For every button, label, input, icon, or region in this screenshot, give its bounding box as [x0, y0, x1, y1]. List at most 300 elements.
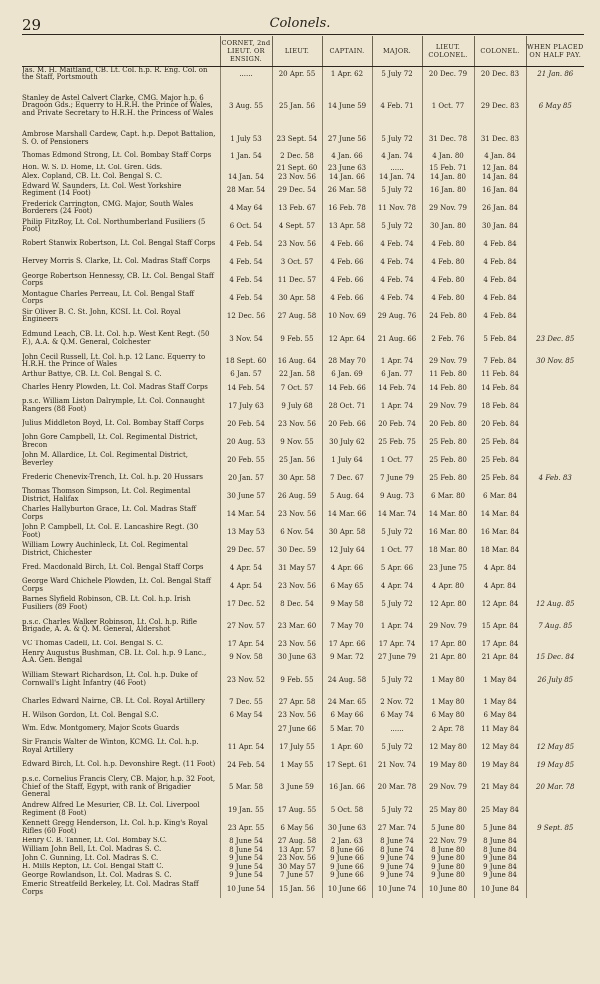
date-cell: 5 July 72 — [372, 666, 422, 693]
table-row — [22, 271, 584, 289]
date-cell: 4 Feb. 66 — [322, 235, 372, 253]
table-row — [22, 774, 584, 801]
table-row — [22, 307, 584, 325]
date-cell: 11 Feb. 80 — [422, 370, 474, 379]
date-cell: 21 May 84 — [474, 774, 526, 801]
date-cell: 14 Feb. 74 — [372, 379, 422, 397]
date-cell: 6 Jan. 57 — [220, 370, 272, 379]
date-cell: 11 Apr. 54 — [220, 738, 272, 756]
date-cell: 20 Feb. 54 — [220, 415, 272, 433]
table-row — [22, 648, 584, 666]
date-cell: 9 June 66 — [322, 863, 372, 872]
date-cell: 9 June 66 — [322, 871, 372, 880]
table-row — [22, 487, 584, 505]
table-row — [22, 433, 584, 451]
column-header: COLONEL. — [474, 36, 526, 67]
date-cell — [526, 289, 584, 307]
date-cell: 22 Nov. 79 — [422, 837, 474, 846]
page-number: 29 — [22, 16, 42, 34]
date-cell: 9 June 54 — [220, 854, 272, 863]
table-row — [22, 711, 584, 720]
table-row — [22, 181, 584, 199]
date-cell: 4 Apr. 54 — [220, 577, 272, 595]
date-cell: 25 May 80 — [422, 801, 474, 819]
date-cell: 14 Mar. 84 — [474, 505, 526, 523]
date-cell: 1 May 84 — [474, 693, 526, 711]
date-cell: 14 Feb. 54 — [220, 379, 272, 397]
date-cell: 13 Apr. 58 — [322, 217, 372, 235]
name-column-header — [22, 36, 220, 67]
date-cell: 9 June 74 — [372, 863, 422, 872]
date-cell: 21 Apr. 84 — [474, 648, 526, 666]
date-cell: 25 May 84 — [474, 801, 526, 819]
officer-name: John Gore Campbell, Lt. Col. Regimental District, Brecon — [22, 433, 198, 449]
date-cell: 14 Jan. 66 — [322, 172, 372, 181]
date-cell: 17 Apr. 54 — [220, 640, 272, 649]
officer-name: H. Wilson Gordon, Lt. Col. Bengal S.C. — [22, 711, 159, 719]
date-cell: 12 Apr. 80 — [422, 595, 474, 613]
date-cell: 30 June 57 — [220, 487, 272, 505]
date-cell: 17 Apr. 74 — [372, 640, 422, 649]
date-cell: 16 Aug. 64 — [272, 352, 322, 370]
date-cell: 6 May 54 — [220, 711, 272, 720]
officer-name: Kennett Gregg Henderson, Lt. Col. h.p. King's Royal Rifles (60 Foot) — [22, 819, 208, 835]
date-cell: 19 May 85 — [526, 756, 584, 774]
table-row — [22, 172, 584, 181]
date-cell: 1 May 80 — [422, 666, 474, 693]
date-cell: 17 Dec. 52 — [220, 595, 272, 613]
officer-name: Edward Birch, Lt. Col. h.p. Devonshire Regt. (11 Foot) — [22, 760, 216, 769]
date-cell: 7 Feb. 84 — [474, 352, 526, 370]
date-cell: 30 Nov. 85 — [526, 352, 584, 370]
date-cell: 28 Oct. 71 — [322, 397, 372, 415]
date-cell: 20 Jan. 57 — [220, 469, 272, 487]
date-cell: 4 Apr. 84 — [474, 559, 526, 577]
table-row — [22, 801, 584, 819]
date-cell: 30 Jan. 84 — [474, 217, 526, 235]
date-cell: 5 July 72 — [372, 801, 422, 819]
date-cell: 4 Jan. 84 — [474, 148, 526, 164]
date-cell: 10 June 74 — [372, 880, 422, 898]
date-cell: 17 July 55 — [272, 738, 322, 756]
date-cell: 10 June 80 — [422, 880, 474, 898]
date-cell: 14 Feb. 84 — [474, 379, 526, 397]
date-cell: 9 July 68 — [272, 397, 322, 415]
date-cell: 1 Oct. 77 — [372, 541, 422, 559]
date-cell: 1 July 64 — [322, 451, 372, 469]
date-cell: 5 Mar. 70 — [322, 720, 372, 738]
officer-name: Stanley de Astel Calvert Clarke, CMG. Major h.p. 6 Dragoon Gds.; Equerry to H.R.H. the Prince of Wales, and Private Secretary to H.R.H. the Princess of Wales — [22, 93, 214, 117]
date-cell — [526, 854, 584, 863]
date-cell: 8 June 84 — [474, 845, 526, 854]
date-cell: 5 July 72 — [372, 67, 422, 82]
date-cell: 5 July 72 — [372, 595, 422, 613]
colonels-table — [22, 36, 584, 898]
date-cell: 4 Jan. 66 — [322, 148, 372, 164]
officer-name: Alex. Copland, CB. Lt. Col. Bengal S. C. — [22, 172, 163, 180]
date-cell — [526, 415, 584, 433]
date-cell: 4 Apr. 80 — [422, 577, 474, 595]
officer-name: Montague Charles Perreau, Lt. Col. Bengal Staff Corps — [22, 289, 195, 305]
table-row — [22, 863, 584, 872]
date-cell: 4 Feb. 54 — [220, 235, 272, 253]
column-header: LIEUT. COLONEL. — [422, 36, 474, 67]
date-cell: 11 May 84 — [474, 720, 526, 738]
date-cell: 12 July 64 — [322, 541, 372, 559]
date-cell — [526, 523, 584, 541]
table-body — [22, 67, 584, 898]
date-cell: 4 Apr. 74 — [372, 577, 422, 595]
date-cell: 25 Feb. 80 — [422, 433, 474, 451]
officer-name: Arthur Battye, CB. Lt. Col. Bengal S. C. — [22, 370, 162, 378]
date-cell: 23 Nov. 52 — [220, 666, 272, 693]
date-cell: 16 Jan. 84 — [474, 181, 526, 199]
date-cell: 21 Nov. 74 — [372, 756, 422, 774]
date-cell: 4 Feb. 71 — [372, 82, 422, 130]
date-cell: 21 Sept. 60 — [272, 164, 322, 173]
date-cell: 20 Feb. 74 — [372, 415, 422, 433]
date-cell: 23 Nov. 56 — [272, 640, 322, 649]
column-header: WHEN PLACED ON HALF PAY. — [526, 36, 584, 67]
date-cell: 5 July 72 — [372, 217, 422, 235]
date-cell: 14 Mar. 54 — [220, 505, 272, 523]
date-cell: 7 June 79 — [372, 469, 422, 487]
date-cell — [526, 217, 584, 235]
date-cell: 6 May 56 — [272, 819, 322, 837]
date-cell: 4 Feb. 84 — [474, 307, 526, 325]
column-header: MAJOR. — [372, 36, 422, 67]
date-cell: 30 June 63 — [322, 819, 372, 837]
date-cell: 12 Apr. 84 — [474, 595, 526, 613]
date-cell: 25 Feb. 75 — [372, 433, 422, 451]
officer-name: Andrew Alfred Le Mesurier, CB. Lt. Col. Liverpool Regiment (8 Foot) — [22, 801, 200, 817]
date-cell: 10 June 66 — [322, 880, 372, 898]
date-cell: 8 June 54 — [220, 845, 272, 854]
date-cell: 1 May 80 — [422, 693, 474, 711]
table-row — [22, 666, 584, 693]
date-cell: 2 Jan. 63 — [322, 837, 372, 846]
date-cell: 24 Mar. 65 — [322, 693, 372, 711]
date-cell: 18 Mar. 84 — [474, 541, 526, 559]
date-cell: 9 Feb. 55 — [272, 325, 322, 352]
date-cell: 24 Feb. 80 — [422, 307, 474, 325]
date-cell — [526, 541, 584, 559]
date-cell: 26 Aug. 59 — [272, 487, 322, 505]
date-cell: 12 May 84 — [474, 738, 526, 756]
column-header: CORNET, 2nd LIEUT. OR ENSIGN. — [220, 36, 272, 67]
date-cell: 21 Aug. 66 — [372, 325, 422, 352]
date-cell: 23 Nov. 56 — [272, 415, 322, 433]
date-cell: 26 July 85 — [526, 666, 584, 693]
officer-name: George Ward Chichele Plowden, Lt. Col. Bengal Staff Corps — [22, 577, 211, 593]
table-row — [22, 469, 584, 487]
date-cell: 6 May 85 — [526, 82, 584, 130]
officer-name: Wm. Edw. Montgomery, Major Scots Guards — [22, 724, 180, 733]
date-cell: 23 June 75 — [422, 559, 474, 577]
date-cell: 4 Feb. 54 — [220, 271, 272, 289]
date-cell: 8 Dec. 54 — [272, 595, 322, 613]
date-cell: 6 Jan. 69 — [322, 370, 372, 379]
date-cell — [526, 271, 584, 289]
officer-name: Sir Oliver B. C. St. John, KCSI. Lt. Col. Royal Engineers — [22, 307, 181, 323]
table-row — [22, 577, 584, 595]
date-cell: 5 July 72 — [372, 738, 422, 756]
date-cell: 3 Aug. 55 — [220, 82, 272, 130]
date-cell: 14 Jan. 74 — [372, 172, 422, 181]
date-cell: 2 Dec. 58 — [272, 148, 322, 164]
date-cell: 4 May 64 — [220, 199, 272, 217]
date-cell: 1 Oct. 77 — [372, 451, 422, 469]
date-cell: 23 Nov. 56 — [272, 505, 322, 523]
date-cell: 8 June 84 — [474, 837, 526, 846]
date-cell: 16 Jan. 66 — [322, 774, 372, 801]
date-cell: 30 Jan. 80 — [422, 217, 474, 235]
date-cell: ...... — [372, 720, 422, 738]
date-cell: 6 May 84 — [474, 711, 526, 720]
date-cell: 1 Apr. 74 — [372, 613, 422, 640]
table-row — [22, 217, 584, 235]
date-cell: 11 Dec. 57 — [272, 271, 322, 289]
table-row — [22, 164, 584, 173]
date-cell: 4 Feb. 83 — [526, 469, 584, 487]
date-cell: 29 Dec. 57 — [220, 541, 272, 559]
date-cell: 23 June 63 — [322, 164, 372, 173]
date-cell: 6 Oct. 54 — [220, 217, 272, 235]
date-cell: 27 Apr. 58 — [272, 693, 322, 711]
date-cell: 5 June 84 — [474, 819, 526, 837]
date-cell: 1 Apr. 62 — [322, 67, 372, 82]
officer-name: John M. Allardice, Lt. Col. Regimental District, Beverley — [22, 451, 189, 467]
date-cell: 14 Feb. 66 — [322, 379, 372, 397]
date-cell: 16 Feb. 78 — [322, 199, 372, 217]
date-cell — [526, 397, 584, 415]
date-cell: 3 Nov. 54 — [220, 325, 272, 352]
date-cell — [526, 164, 584, 173]
date-cell: 23 Nov. 56 — [272, 235, 322, 253]
table-row — [22, 738, 584, 756]
date-cell: 4 Feb. 66 — [322, 289, 372, 307]
date-cell: 5 July 72 — [372, 523, 422, 541]
date-cell: 27 June 79 — [372, 648, 422, 666]
officer-name: Julius Middleton Boyd, Lt. Col. Bombay Staff Corps — [22, 418, 204, 427]
date-cell: 27 Mar. 74 — [372, 819, 422, 837]
date-cell: 23 Nov. 56 — [272, 854, 322, 863]
date-cell: 29 Nov. 79 — [422, 613, 474, 640]
date-cell: 1 Jan. 54 — [220, 148, 272, 164]
table-row — [22, 379, 584, 397]
date-cell: 30 Dec. 59 — [272, 541, 322, 559]
date-cell: 2 Apr. 78 — [422, 720, 474, 738]
date-cell: 2 Nov. 72 — [372, 693, 422, 711]
date-cell: 14 Jan. 54 — [220, 172, 272, 181]
date-cell: 4 Feb. 84 — [474, 253, 526, 271]
date-cell — [526, 379, 584, 397]
date-cell: 4 Feb. 80 — [422, 235, 474, 253]
date-cell: 17 Sept. 61 — [322, 756, 372, 774]
date-cell — [526, 720, 584, 738]
date-cell: 23 Mar. 60 — [272, 613, 322, 640]
date-cell: 18 Sept. 60 — [220, 352, 272, 370]
date-cell — [526, 801, 584, 819]
date-cell: 6 May 65 — [322, 577, 372, 595]
date-cell: 9 June 54 — [220, 863, 272, 872]
date-cell: 9 June 84 — [474, 863, 526, 872]
officer-name: Henry C. B. Tanner, Lt. Col. Bombay S.C. — [22, 836, 168, 845]
date-cell — [526, 577, 584, 595]
table-row — [22, 595, 584, 613]
date-cell: 15 Jan. 56 — [272, 880, 322, 898]
date-cell: 9 Sept. 85 — [526, 819, 584, 837]
date-cell: 29 Dec. 83 — [474, 82, 526, 130]
table-row — [22, 505, 584, 523]
date-cell: 10 June 84 — [474, 880, 526, 898]
officer-name: George Rowlandson, Lt. Col. Madras S. C. — [22, 871, 172, 879]
date-cell — [526, 845, 584, 854]
date-cell: 4 Feb. 66 — [322, 271, 372, 289]
date-cell: 30 Apr. 58 — [272, 469, 322, 487]
date-cell: 29 Nov. 79 — [422, 352, 474, 370]
officer-name: John C. Gunning, Lt. Col. Madras S. C. — [22, 853, 159, 862]
date-cell: 9 Feb. 55 — [272, 666, 322, 693]
date-cell: 9 June 74 — [372, 854, 422, 863]
date-cell: 4 Sept. 57 — [272, 217, 322, 235]
date-cell: 19 May 80 — [422, 756, 474, 774]
date-cell: 4 Feb. 80 — [422, 289, 474, 307]
date-cell: 26 Jan. 84 — [474, 199, 526, 217]
date-cell: 14 Jan. 84 — [474, 172, 526, 181]
date-cell: 5 Mar. 58 — [220, 774, 272, 801]
date-cell: 5 Oct. 58 — [322, 801, 372, 819]
officer-name: Sir Francis Walter de Winton, KCMG. Lt. Col. h.p. Royal Artillery — [22, 738, 199, 754]
date-cell: 1 Apr. 74 — [372, 352, 422, 370]
date-cell: 12 Dec. 56 — [220, 307, 272, 325]
date-cell: 25 Jan. 56 — [272, 82, 322, 130]
date-cell: 23 Sept. 54 — [272, 130, 322, 148]
table-row — [22, 67, 584, 82]
date-cell: 6 Mar. 84 — [474, 487, 526, 505]
date-cell — [526, 880, 584, 898]
date-cell: 7 Dec. 55 — [220, 693, 272, 711]
date-cell: 19 May 84 — [474, 756, 526, 774]
officer-name: Edmund Leach, CB. Lt. Col. h.p. West Kent Regt. (50 F.), A.A. & Q.M. General, Colchester — [22, 330, 210, 346]
table-row — [22, 451, 584, 469]
date-cell: 5 Apr. 66 — [372, 559, 422, 577]
table-row — [22, 720, 584, 738]
date-cell: 4 Feb. 80 — [422, 253, 474, 271]
date-cell — [526, 559, 584, 577]
date-cell: 11 Nov. 78 — [372, 199, 422, 217]
date-cell: 4 Jan. 74 — [372, 148, 422, 164]
date-cell: 24 Aug. 58 — [322, 666, 372, 693]
date-cell: 8 June 54 — [220, 837, 272, 846]
date-cell — [526, 433, 584, 451]
date-cell: 27 June 56 — [322, 130, 372, 148]
date-cell — [220, 164, 272, 173]
officer-name: Hon. W. S. D. Home, Lt. Col. Gren. Gds. — [22, 163, 163, 172]
date-cell: 15 Feb. 71 — [422, 164, 474, 173]
officer-name: Thomas Edmond Strong, Lt. Col. Bombay Staff Corps — [22, 151, 212, 160]
officer-name: Barnes Slyfield Robinson, CB. Lt. Col. h.p. Irish Fusiliers (89 Foot) — [22, 595, 191, 611]
date-cell: 4 Feb. 74 — [372, 235, 422, 253]
date-cell: 4 Apr. 66 — [322, 559, 372, 577]
date-cell: 24 Feb. 54 — [220, 756, 272, 774]
date-cell: 29 Aug. 76 — [372, 307, 422, 325]
date-cell: 8 June 80 — [422, 845, 474, 854]
date-cell — [526, 370, 584, 379]
date-cell: 4 Feb. 66 — [322, 253, 372, 271]
date-cell: 20 Apr. 55 — [272, 67, 322, 82]
date-cell: 9 June 84 — [474, 854, 526, 863]
table-row — [22, 199, 584, 217]
date-cell — [526, 148, 584, 164]
table-row — [22, 640, 584, 649]
date-cell — [526, 181, 584, 199]
date-cell — [526, 130, 584, 148]
officer-name: William John Bell, Lt. Col. Madras S. C. — [22, 845, 162, 853]
date-cell: 31 Dec. 78 — [422, 130, 474, 148]
date-cell: 8 June 74 — [372, 845, 422, 854]
date-cell: 23 Dec. 85 — [526, 325, 584, 352]
date-cell: ...... — [372, 164, 422, 173]
date-cell: 10 Nov. 69 — [322, 307, 372, 325]
date-cell: 3 Oct. 57 — [272, 253, 322, 271]
date-cell: 23 Nov. 56 — [272, 711, 322, 720]
column-header: CAPTAIN. — [322, 36, 372, 67]
date-cell: 25 Feb. 84 — [474, 469, 526, 487]
date-cell: 25 Feb. 84 — [474, 433, 526, 451]
date-cell: 6 May 66 — [322, 711, 372, 720]
date-cell: 2 Feb. 76 — [422, 325, 474, 352]
date-cell: 4 Feb. 74 — [372, 253, 422, 271]
date-cell: 7 May 70 — [322, 613, 372, 640]
date-cell: 13 May 53 — [220, 523, 272, 541]
date-cell: 13 Apr. 57 — [272, 845, 322, 854]
date-cell: 4 Jan. 80 — [422, 148, 474, 164]
date-cell — [526, 172, 584, 181]
table-row — [22, 148, 584, 164]
officer-name: Robert Stanwix Robertson, Lt. Col. Bengal Staff Corps — [22, 239, 216, 248]
date-cell: 4 Feb. 84 — [474, 271, 526, 289]
date-cell: 10 June 54 — [220, 880, 272, 898]
date-cell: 17 Apr. 80 — [422, 640, 474, 649]
officer-name: Charles Edward Nairne, CB. Lt. Col. Royal Artillery — [22, 697, 205, 706]
date-cell: 21 Apr. 80 — [422, 648, 474, 666]
date-cell: 29 Dec. 54 — [272, 181, 322, 199]
date-cell: 14 June 59 — [322, 82, 372, 130]
date-cell — [526, 711, 584, 720]
date-cell: 3 June 59 — [272, 774, 322, 801]
date-cell: 9 Nov. 55 — [272, 433, 322, 451]
date-cell: 16 Mar. 80 — [422, 523, 474, 541]
date-cell: 31 Dec. 83 — [474, 130, 526, 148]
date-cell: 6 May 74 — [372, 711, 422, 720]
date-cell: 29 Nov. 79 — [422, 199, 474, 217]
date-cell: 27 Aug. 58 — [272, 837, 322, 846]
date-cell: 16 Mar. 84 — [474, 523, 526, 541]
date-cell: 17 Apr. 66 — [322, 640, 372, 649]
date-cell: 14 Jan. 80 — [422, 172, 474, 181]
table-row — [22, 352, 584, 370]
table-row — [22, 370, 584, 379]
officer-name: Ambrose Marshall Cardew, Capt. h.p. Depot Battalion, S. O. of Pensioners — [22, 130, 216, 146]
table-row — [22, 130, 584, 148]
date-cell: 20 Feb. 84 — [474, 415, 526, 433]
date-cell: 23 Nov. 56 — [272, 172, 322, 181]
running-title: Colonels. — [269, 16, 331, 31]
date-cell: 5 Aug. 64 — [322, 487, 372, 505]
date-cell: 20 Mar. 78 — [526, 774, 584, 801]
table-row — [22, 756, 584, 774]
